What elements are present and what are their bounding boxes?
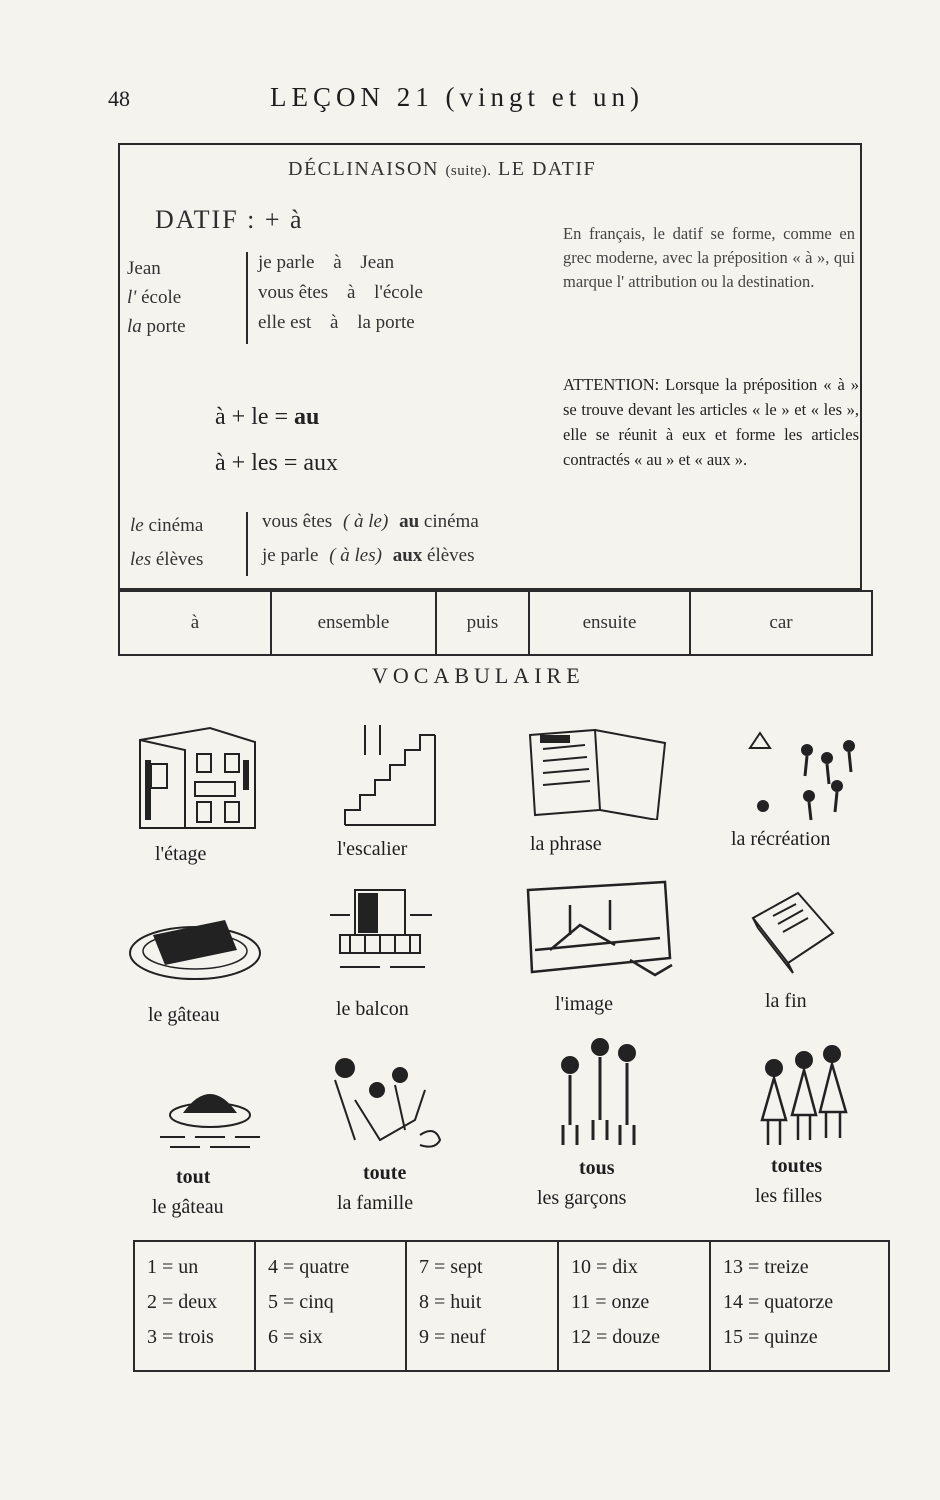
number-entry: 12 = douze [571, 1326, 661, 1348]
example-row [258, 312, 415, 334]
numbers-table [133, 1240, 890, 1372]
example-prep: à [346, 282, 356, 303]
tout-word: tous [579, 1157, 615, 1179]
tout-phrase: le gâteau [152, 1196, 224, 1218]
number-entry: 8 = huit [419, 1291, 482, 1313]
word-cell: puis [437, 592, 530, 654]
tout-word: tout [176, 1166, 211, 1188]
page-number: 48 [108, 86, 130, 111]
number-entry: 2 = deux [147, 1291, 218, 1313]
contract-word [130, 515, 203, 537]
staircase-icon [335, 715, 445, 835]
left-word-noun: école [141, 287, 182, 308]
tout-word: toute [363, 1162, 407, 1184]
tout-phrase: la famille [337, 1192, 414, 1214]
contract-noun: élèves [427, 545, 475, 566]
vocab-label: l'image [555, 993, 614, 1015]
word-cell: car [769, 612, 793, 633]
example-row [258, 252, 394, 274]
rule-aux-left: à + les = [215, 450, 298, 476]
contract-result: aux [392, 545, 423, 566]
contract-noun: cinéma [148, 515, 204, 536]
small-cake-icon [155, 1075, 265, 1160]
balcony-icon [320, 885, 435, 980]
left-word-porte [127, 316, 186, 338]
numbers-column [256, 1242, 407, 1370]
rule-aux-right: aux [303, 450, 339, 476]
vocab-label: le balcon [336, 998, 409, 1020]
left-word-article: l' [127, 287, 137, 308]
vocab-label: l'escalier [337, 838, 408, 860]
numbers-column [407, 1242, 559, 1370]
tout-phrase: les garçons [537, 1187, 627, 1209]
rule-au-right: au [294, 404, 320, 430]
heading-tail: LE DATIF [498, 158, 597, 180]
heading-paren: (suite). [445, 163, 492, 179]
tout-word: toutes [771, 1155, 823, 1177]
number-entry: 11 = onze [571, 1291, 650, 1313]
girls-icon [752, 1040, 852, 1150]
word-cell: ensemble [272, 592, 437, 654]
left-word-noun: Jean [127, 258, 161, 279]
datif-title: DATIF : + à [155, 205, 304, 234]
left-word-noun: porte [146, 316, 186, 337]
contract-paren: ( à les) [329, 545, 382, 566]
vocab-label: la fin [765, 990, 807, 1012]
boys-icon [545, 1035, 645, 1150]
contract-article: le [130, 515, 144, 536]
playground-icon [745, 728, 870, 823]
example-noun: la porte [357, 312, 415, 333]
example-prep: à [333, 252, 342, 273]
contract-result: au [399, 511, 420, 532]
contract-example [262, 511, 479, 533]
number-entry: 1 = un [147, 1256, 199, 1278]
example-phrase: vous êtes [258, 282, 329, 303]
attention-note: ATTENTION: Lorsque la préposition « à » se trouve devant les articles « le » et « les », elle se réunit à eux et forme les articles contractés « au » et « aux ». [563, 375, 859, 469]
word-cell: ensuite [530, 592, 691, 654]
picture-icon [520, 880, 675, 990]
vocab-label: la phrase [530, 833, 602, 855]
number-entry: 14 = quatorze [723, 1291, 834, 1313]
datif-note: En français, le datif se forme, comme en grec moderne, avec la préposition « à », qui marque l' attribution ou la destination. [563, 224, 855, 291]
example-phrase: elle est [258, 312, 312, 333]
rule-au-left: à + le = [215, 404, 289, 430]
contract-word [130, 549, 203, 571]
cake-icon [125, 905, 265, 985]
family-icon [325, 1050, 445, 1155]
vocab-label: l'étage [155, 843, 207, 865]
number-entry: 4 = quatre [268, 1256, 350, 1278]
example-phrase: je parle [258, 252, 315, 273]
left-word-ecole [127, 287, 181, 309]
rule-aux [215, 450, 338, 477]
number-entry: 7 = sept [419, 1256, 483, 1278]
book-end-icon [748, 888, 838, 978]
contract-paren: ( à le) [342, 511, 389, 532]
numbers-column [559, 1242, 711, 1370]
column-divider [246, 512, 248, 576]
contract-phrase: je parle [262, 545, 319, 566]
contract-article: les [130, 549, 152, 570]
contract-phrase: vous êtes [262, 511, 333, 532]
example-noun: Jean [360, 252, 395, 273]
tout-phrase: les filles [755, 1185, 823, 1207]
heading-main: DÉCLINAISON [288, 158, 439, 180]
word-cell: à [120, 592, 272, 654]
rule-au [215, 404, 319, 431]
numbers-column [135, 1242, 256, 1370]
contract-noun: cinéma [423, 511, 479, 532]
number-entry: 3 = trois [147, 1326, 214, 1348]
number-entry: 15 = quinze [723, 1326, 818, 1348]
number-entry: 5 = cinq [268, 1291, 334, 1313]
vocabulary-title: VOCABULAIRE [372, 663, 585, 688]
contract-example [262, 545, 475, 567]
word-list-table [118, 590, 873, 656]
example-row [258, 282, 423, 304]
vocab-label: le gâteau [148, 1004, 220, 1026]
building-icon [125, 720, 265, 835]
left-word-article: la [127, 316, 142, 337]
left-word-jean [127, 258, 161, 280]
number-entry: 9 = neuf [419, 1326, 486, 1348]
column-divider [246, 252, 248, 344]
number-entry: 10 = dix [571, 1256, 638, 1278]
numbers-column [711, 1242, 888, 1370]
number-entry: 6 = six [268, 1326, 323, 1348]
lesson-title: LEÇON 21 (vingt et un) [270, 82, 644, 112]
grammar-heading [288, 158, 596, 181]
vocab-label: la récréation [731, 828, 831, 850]
contract-noun: élèves [155, 549, 204, 570]
open-book-icon [525, 725, 670, 820]
number-entry: 13 = treize [723, 1256, 809, 1278]
example-prep: à [330, 312, 339, 333]
example-noun: l'école [374, 282, 423, 303]
